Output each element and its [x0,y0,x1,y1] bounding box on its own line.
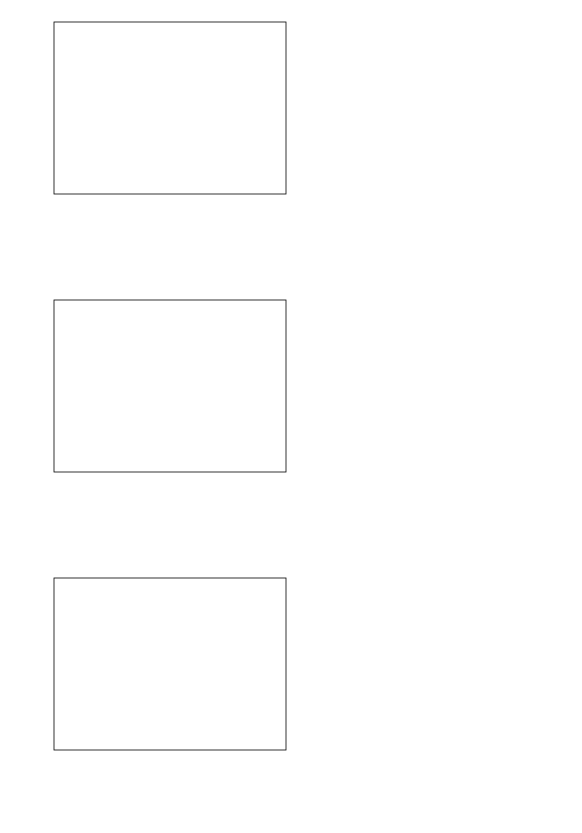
figure-panel-a [0,0,582,278]
map-axes-frame [54,578,286,750]
figure-panel-b [0,278,582,554]
figure-panel-c [0,556,582,833]
map-axes-frame [54,300,286,472]
panel-c-svg [0,556,582,804]
panel-b-svg [0,278,582,526]
panel-a-svg [0,0,582,248]
map-axes-frame [54,22,286,194]
